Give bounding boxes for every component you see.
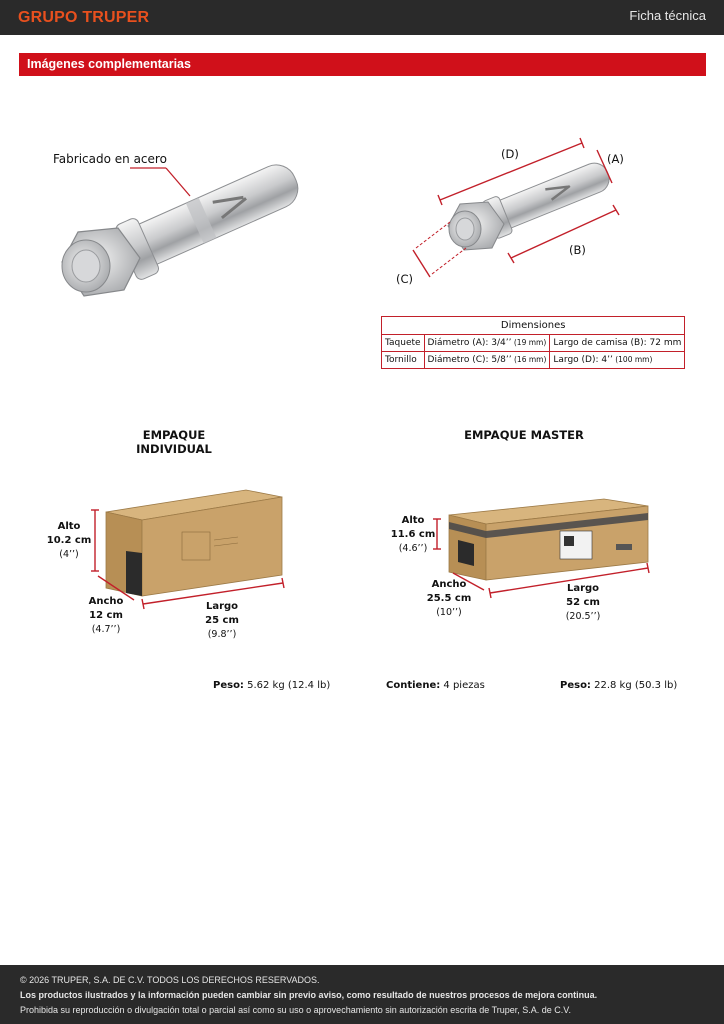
master-height-label: Alto 11.6 cm (4.6’’) [390,515,436,554]
individual-package-title: EMPAQUE INDIVIDUAL [136,428,212,456]
table-cell: Largo de camisa (B): 72 mm [550,335,685,352]
individual-width-label: Ancho 12 cm (4.7’’) [88,596,124,635]
row-label: Taquete [382,335,425,352]
master-package-title: EMPAQUE MASTER [464,428,584,442]
material-callout: Fabricado en acero [53,152,167,166]
brand-logo: GRUPO TRUPER [18,9,150,26]
individual-weight: Peso: 5.62 kg (12.4 lb) [213,680,331,691]
individual-box-image [91,490,284,609]
table-cell: Diámetro (C): 5/8’’ (16 mm) [424,352,550,369]
master-length-label: Largo 52 cm (20.5’’) [565,583,601,622]
table-row [382,352,685,369]
dimension-letter-a: (A) [607,152,624,166]
table-cell: Diámetro (A): 3/4’’ (19 mm) [424,335,550,352]
dimension-letter-c: (C) [396,272,414,286]
dimensions-table-title: Dimensiones [382,317,685,335]
document-type-label: Ficha técnica [629,8,706,23]
dimension-letter-d: (D) [501,147,519,161]
individual-height-label: Alto 10.2 cm (4’’) [46,521,92,560]
dimensions-table [381,316,685,369]
master-width-label: Ancho 25.5 cm (10’’) [426,579,472,618]
footer-legal: Prohibida su reproducción o divulgación total o parcial así como su uso o aprovechamiento sin autorización escrita de Truper, S.A. de C.V. [20,1005,571,1015]
dimension-letter-b: (B) [569,243,586,257]
row-label: Tornillo [382,352,425,369]
table-row [382,335,685,352]
anchor-bolt-large-image [62,151,307,296]
table-cell: Largo (D): 4’’ (100 mm) [550,352,685,369]
footer-notice: Los productos ilustrados y la información pueden cambiar sin previo aviso, como resultado de nuestros procesos de mejora continua. [20,990,598,1000]
individual-length-label: Largo 25 cm (9.8’’) [205,601,239,640]
footer-bar [0,965,724,1024]
section-title: Imágenes complementarias [27,57,191,71]
master-weight: Peso: 22.8 kg (50.3 lb) [560,680,678,691]
master-contents: Contiene: 4 piezas [386,680,485,691]
footer-copyright: © 2026 TRUPER, S.A. DE C.V. TODOS LOS DERECHOS RESERVADOS. [20,975,320,985]
